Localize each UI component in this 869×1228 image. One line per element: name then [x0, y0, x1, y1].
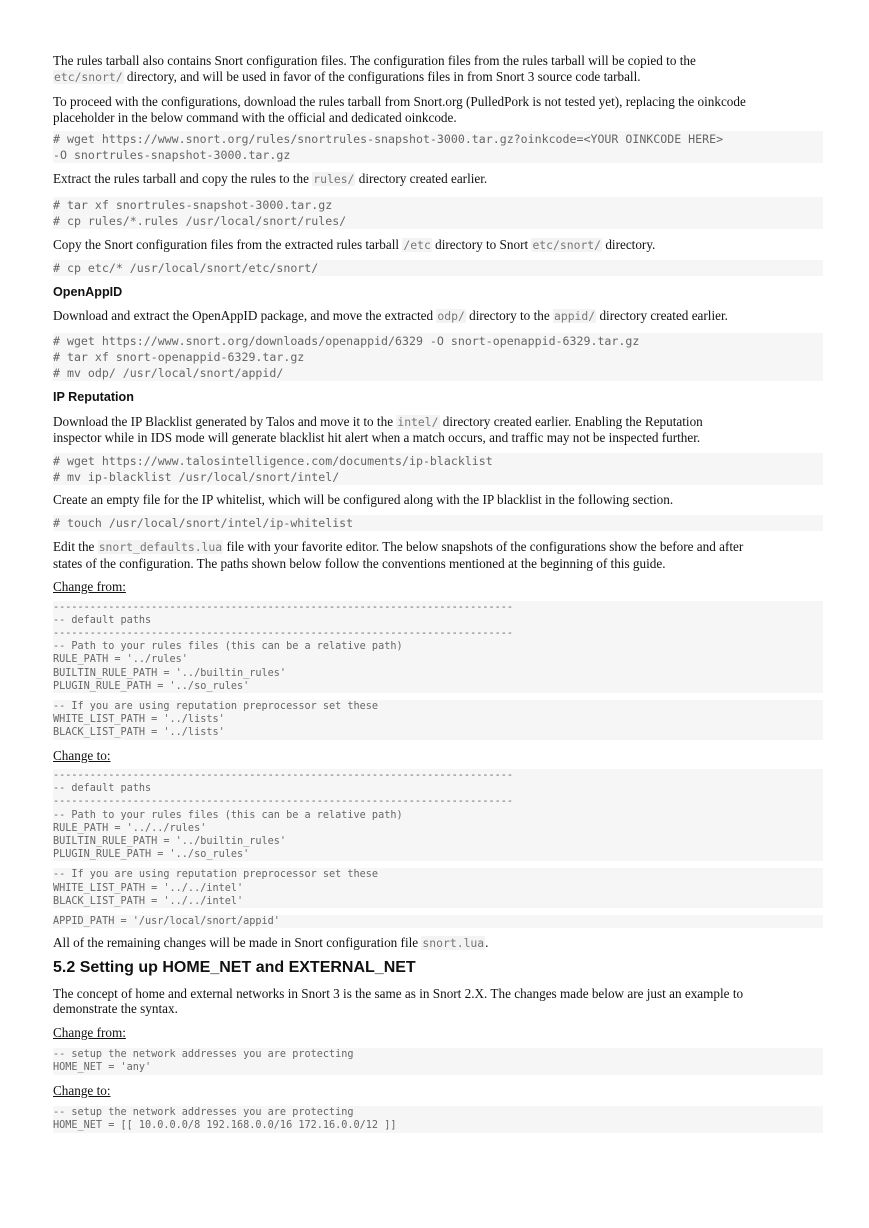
document-page — [53, 50, 823, 1133]
heading-openappid: OpenAppID — [53, 285, 123, 299]
paragraph-remaining-changes: All of the remaining changes will be made in Snort configuration file snort.lua. — [53, 935, 489, 951]
inline-code: /etc — [403, 237, 431, 252]
code-block-defaults-before: --------------------------------------------------------------------------- -- default paths --------------------------------------------------------------------------- -- Path to your rules files (this can be a relative path) RULE_PATH = '../rules' BUILTIN_RULE_PATH = '../builtin_rules' PLUGIN_RULE_PATH = '../so_rules' — [53, 601, 823, 693]
inline-code: snort_defaults.lua — [98, 540, 223, 554]
paragraph-copy-config: Copy the Snort configuration files from the extracted rules tarball /etc directory to Snort etc/snort/ directory. — [53, 236, 656, 252]
paragraph-edit-defaults: Edit the snort_defaults.lua file with your favorite editor. The below snapshots of the configurations show the before and after states of the configuration. The paths shown below follow the conventions mentioned at the beginning of this guide. — [53, 539, 744, 571]
inline-code: intel/ — [397, 414, 439, 429]
code-block-touch-whitelist: # touch /usr/local/snort/intel/ip-whitelist — [53, 515, 823, 531]
label-change-from: Change from: — [53, 579, 126, 594]
code-block-appid-path: APPID_PATH = '/usr/local/snort/appid' — [53, 915, 823, 928]
code-block-defaults-after: --------------------------------------------------------------------------- -- default paths --------------------------------------------------------------------------- -- Path to your rules files (this can be a relative path) RULE_PATH = '../../rules' BUILTIN_RULE_PATH = '../builtin_rules' PLUGIN_RULE_PATH = '../so_rules' — [53, 769, 823, 861]
inline-code: snort.lua — [422, 936, 485, 951]
paragraph-ip-blacklist: Download the IP Blacklist generated by Talos and move it to the intel/ directory created earlier. Enabling the Reputation inspector while in IDS mode will generate blacklist hit alert when a match occurs, and traffic may not be inspected further. — [53, 413, 703, 445]
paragraph-home-external-net: The concept of home and external networks in Snort 3 is the same as in Snort 2.X. The changes made below are just an example to demonstrate the syntax. — [53, 985, 744, 1017]
paragraph-ip-whitelist: Create an empty file for the IP whitelist, which will be configured along with the IP blacklist in the following section. — [53, 491, 674, 507]
paragraph-rules-tarball-config: The rules tarball also contains Snort configuration files. The configuration files from the rules tarball will be copied to the etc/snort/ directory, and will be used in favor of the configurations files in from Snort 3 source code tarball. — [53, 53, 696, 84]
code-block-home-net-after: -- setup the network addresses you are protecting HOME_NET = [[ 10.0.0.0/8 192.168.0.0/16 172.16.0.0/12 ]] — [53, 1106, 823, 1132]
code-block-ip-blacklist: # wget https://www.talosintelligence.com/documents/ip-blacklist # mv ip-blacklist /usr/local/snort/intel/ — [53, 453, 823, 485]
inline-code: odp/ — [437, 309, 465, 323]
label-change-to: Change to: — [53, 1082, 111, 1098]
code-block-openappid: # wget https://www.snort.org/downloads/openappid/6329 -O snort-openappid-6329.tar.gz # tar xf snort-openappid-6329.tar.gz # mv odp/ /usr/local/snort/appid/ — [53, 333, 823, 381]
heading-ip-reputation: IP Reputation — [53, 389, 134, 404]
code-block-cp-config: # cp etc/* /usr/local/snort/etc/snort/ — [53, 260, 823, 276]
heading-section-5-2: 5.2 Setting up HOME_NET and EXTERNAL_NET — [53, 958, 416, 976]
code-block-tar-rules: # tar xf snortrules-snapshot-3000.tar.gz # cp rules/*.rules /usr/local/snort/rules/ — [53, 197, 823, 229]
inline-code: etc/snort/ — [54, 69, 123, 84]
paragraph-download-rules: To proceed with the configurations, download the rules tarball from Snort.org (PulledPork is not tested yet), replacing the oinkcode placeholder in the below command with the official and dedicated oinkcode. — [53, 94, 746, 125]
label-change-to: Change to: — [53, 747, 111, 763]
code-block-wget-rules: # wget https://www.snort.org/rules/snortrules-snapshot-3000.tar.gz?oinkcode=<YOUR OINKCODE HERE> -O snortrules-snapshot-3000.tar.gz — [53, 131, 823, 163]
inline-code: appid/ — [553, 309, 596, 323]
code-block-home-net-before: -- setup the network addresses you are protecting HOME_NET = 'any' — [53, 1048, 823, 1074]
label-change-from: Change from: — [53, 1024, 126, 1040]
inline-code: rules/ — [313, 172, 355, 186]
paragraph-openappid: Download and extract the OpenAppID package, and move the extracted odp/ directory to the appid/ directory created earlier. — [53, 308, 728, 323]
code-block-reputation-after: -- If you are using reputation preprocessor set these WHITE_LIST_PATH = '../../intel' BLACK_LIST_PATH = '../../intel' — [53, 868, 823, 908]
code-block-reputation-before: -- If you are using reputation preprocessor set these WHITE_LIST_PATH = '../lists' BLACK_LIST_PATH = '../lists' — [53, 700, 823, 740]
inline-code: etc/snort/ — [532, 237, 602, 252]
paragraph-extract-rules: Extract the rules tarball and copy the rules to the rules/ directory created earlier. — [53, 171, 488, 186]
